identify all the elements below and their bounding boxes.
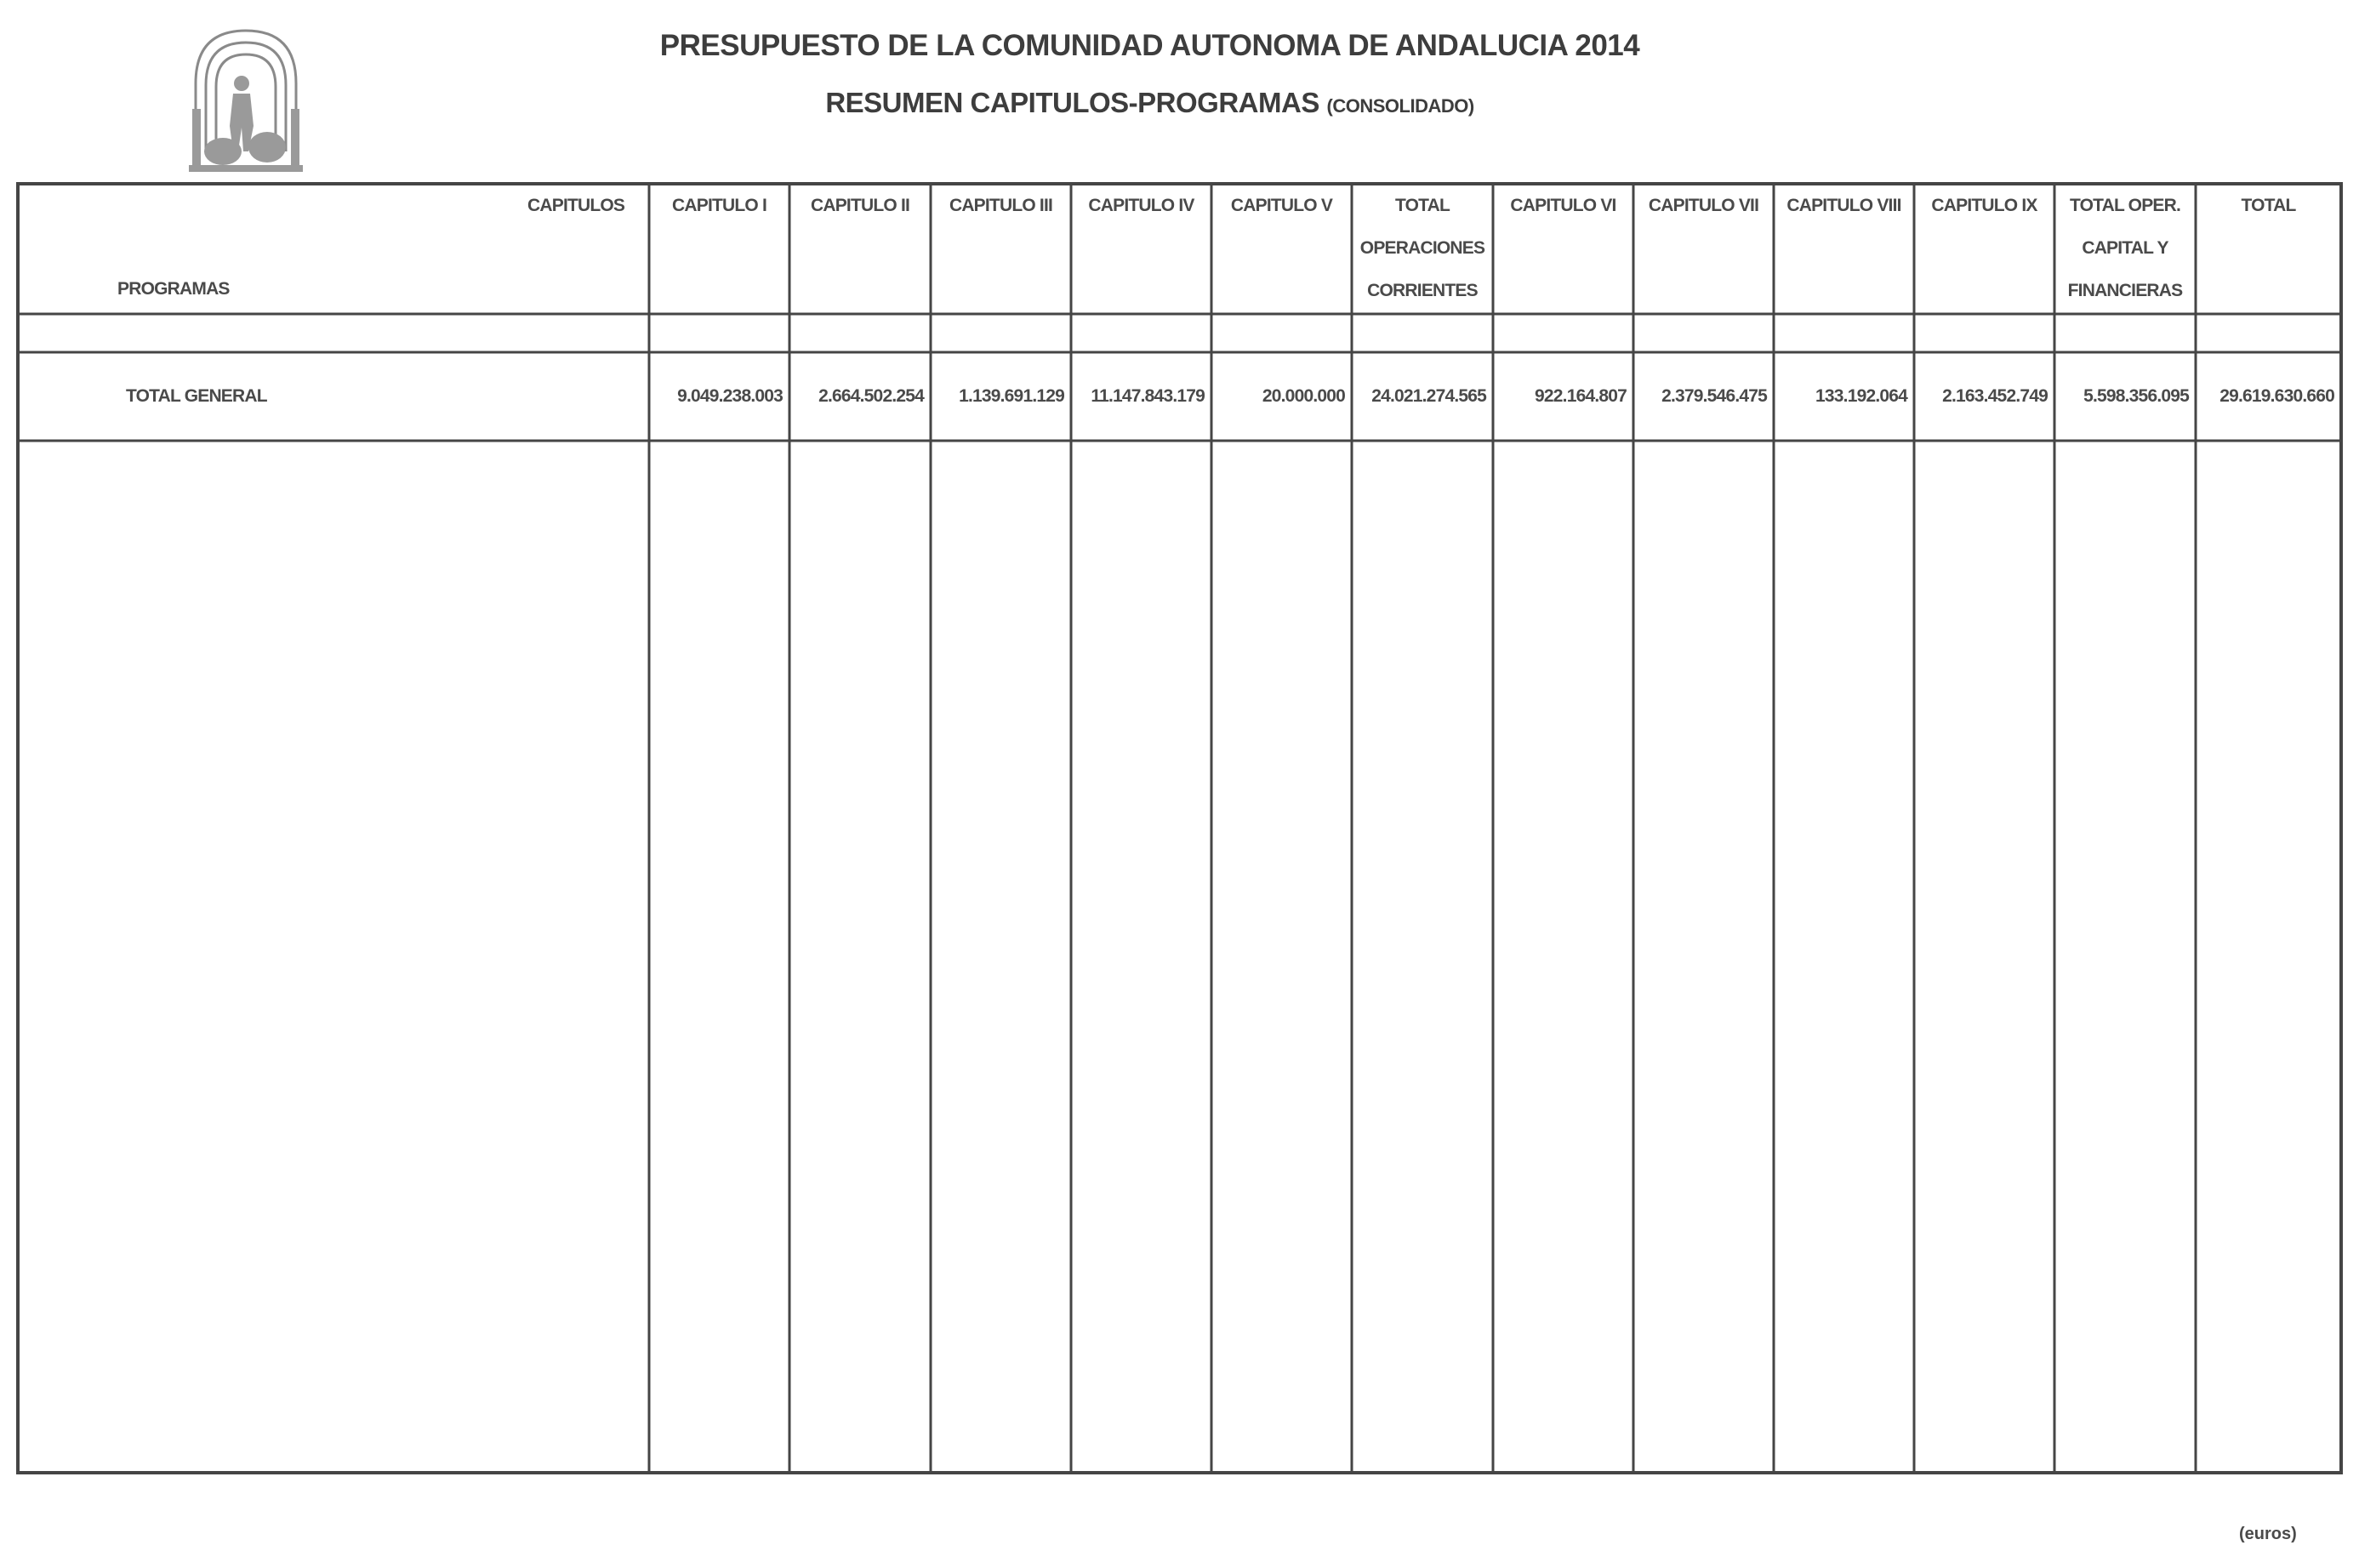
column-header: TOTAL OPER. <box>2069 196 2181 215</box>
total-general-value: 2.379.546.475 <box>1661 386 1767 406</box>
total-general-value: 20.000.000 <box>1262 386 1345 406</box>
total-general-value: 2.163.452.749 <box>1942 386 2048 406</box>
subtitle-note: (CONSOLIDADO) <box>1326 95 1474 117</box>
total-general-value: 5.598.356.095 <box>2083 386 2189 406</box>
total-general-value: 11.147.843.179 <box>1091 386 1205 406</box>
total-general-value: 29.619.630.660 <box>2219 386 2334 406</box>
subtitle-main: RESUMEN CAPITULOS-PROGRAMAS <box>825 87 1319 118</box>
column-header: CAPITULO III <box>949 196 1053 215</box>
column-header: CAPITULO V <box>1230 196 1333 215</box>
total-general-value: 24.021.274.565 <box>1371 386 1486 406</box>
total-general-value: 133.192.064 <box>1815 386 1907 406</box>
page-title: PRESUPUESTO DE LA COMUNIDAD AUTONOMA DE ANDALUCIA 2014 <box>659 29 1640 62</box>
column-header: CORRIENTES <box>1367 281 1478 300</box>
total-general-label: TOTAL GENERAL <box>126 386 267 406</box>
column-header: FINANCIERAS <box>2067 281 2183 300</box>
column-header: CAPITULO IV <box>1088 196 1194 215</box>
column-header: CAPITULO II <box>810 196 910 215</box>
total-general-value: 922.164.807 <box>1535 386 1627 406</box>
corner-header-capitulos: CAPITULOS <box>527 196 625 215</box>
column-header: TOTAL <box>2241 196 2296 215</box>
column-header: CAPITULO I <box>672 196 766 215</box>
total-general-value: 9.049.238.003 <box>677 386 783 406</box>
table-outer-border <box>18 184 2341 1473</box>
corner-header-programas: PROGRAMAS <box>117 279 230 299</box>
column-header: CAPITAL Y <box>2082 238 2168 258</box>
total-general-value: 1.139.691.129 <box>959 386 1064 406</box>
column-header: OPERACIONES <box>1359 238 1485 258</box>
column-header: CAPITULO VII <box>1648 196 1759 215</box>
column-header: CAPITULO IX <box>1931 196 2037 215</box>
column-dividers <box>649 184 2196 1473</box>
column-header: TOTAL <box>1394 196 1450 215</box>
total-general-value: 2.664.502.254 <box>818 386 924 406</box>
column-header: CAPITULO VIII <box>1786 196 1901 215</box>
currency-unit-note: (euros) <box>2239 1525 2297 1543</box>
column-header: CAPITULO VI <box>1510 196 1616 215</box>
